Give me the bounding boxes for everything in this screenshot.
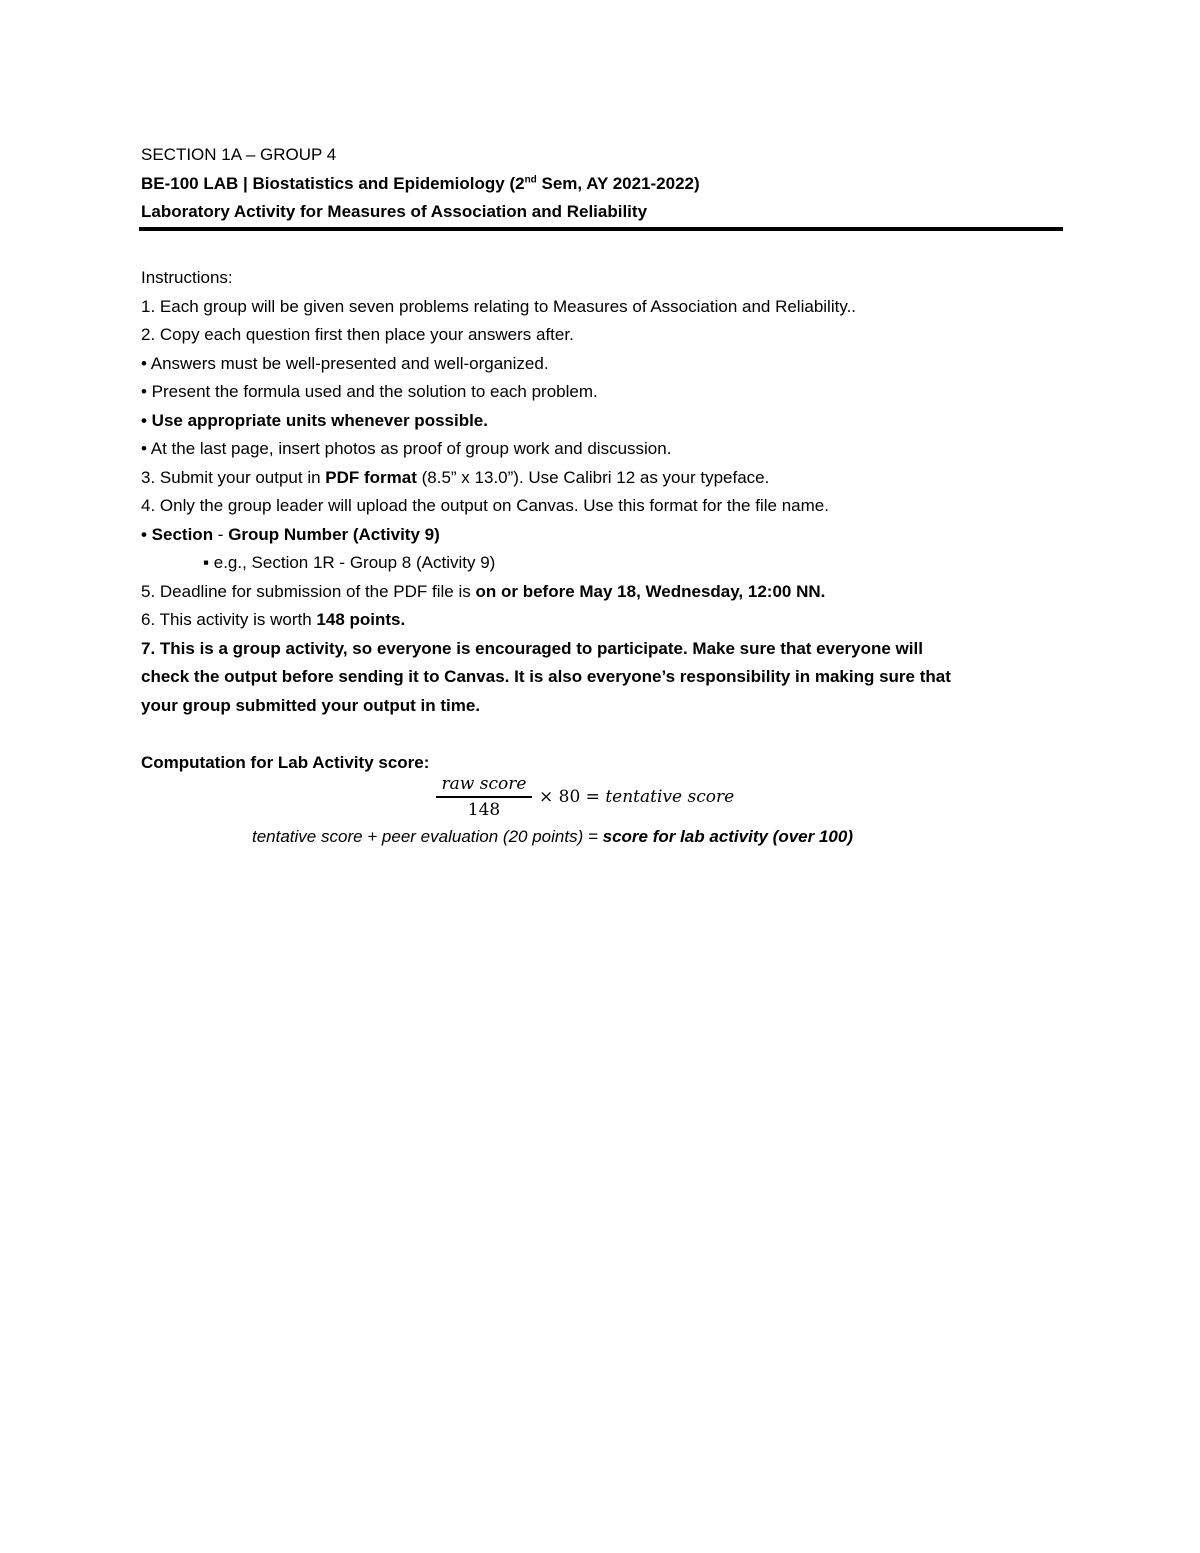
course-title-sup: nd — [524, 173, 537, 185]
paragraph-spacer — [141, 720, 1063, 749]
lab-score-terms: tentative score + peer evaluation (20 points) = — [252, 827, 603, 846]
fraction-bar — [436, 796, 532, 798]
lab-score-formula — [0, 823, 1105, 851]
instructions-heading: Instructions: — [141, 268, 233, 287]
item-3-rest: (8.5” x 13.0”). Use Calibri 12 as your typeface. — [416, 467, 770, 487]
formula-denominator: 148 — [467, 799, 501, 820]
instruction-item-2: 2. Copy each question first then place your answers after. — [141, 325, 574, 344]
item-6-text: 6. This activity is worth — [141, 610, 317, 629]
filename-group-number: Group Number (Activity 9) — [228, 524, 440, 544]
item-3-pdf-format: PDF format — [325, 467, 417, 487]
instruction-item-3 — [141, 464, 1063, 493]
course-title-main: BE-100 LAB | Biostatistics and Epidemiology (2 — [141, 173, 525, 193]
instruction-item-7-line-1: 7. This is a group activity, so everyone is encouraged to participate. Make sure that everyone will — [141, 638, 923, 658]
document-header — [141, 141, 1063, 227]
instruction-item-5 — [141, 578, 1063, 607]
instruction-item-4: 4. Only the group leader will upload the output on Canvas. Use this format for the file name. — [141, 496, 829, 515]
filename-dash: - — [213, 524, 229, 544]
formula-result: tentative score — [599, 787, 735, 807]
section-group-label: SECTION 1A – GROUP 4 — [141, 145, 337, 164]
item-6-points: 148 points. — [316, 610, 406, 629]
formula-right-side — [539, 787, 734, 807]
course-title-rest: Sem, AY 2021-2022) — [536, 173, 700, 193]
header-divider — [139, 227, 1063, 231]
instruction-sub-bullet-example: ▪ e.g., Section 1R - Group 8 (Activity 9) — [203, 553, 496, 572]
filename-section: • Section — [141, 524, 214, 544]
instruction-bullet-filename-format — [141, 521, 1063, 550]
lab-score-result: score for lab activity (over 100) — [602, 827, 853, 846]
instruction-bullet-well-presented: • Answers must be well-presented and well-organized. — [141, 353, 549, 373]
instruction-bullet-formula: • Present the formula used and the solution to each problem. — [141, 382, 598, 401]
instruction-item-6 — [141, 606, 1063, 635]
instruction-bullet-units: • Use appropriate units whenever possible. — [141, 410, 488, 430]
formula-fraction — [436, 773, 532, 821]
instructions-block — [141, 264, 1063, 777]
instruction-bullet-photos: • At the last page, insert photos as proof of group work and discussion. — [141, 439, 672, 458]
formula-numerator: raw score — [441, 774, 527, 794]
item-3-text: 3. Submit your output in — [141, 467, 326, 487]
formula-times-80: × 80 = — [539, 787, 600, 807]
activity-title: Laboratory Activity for Measures of Association and Reliability — [141, 202, 648, 221]
item-5-deadline: on or before May 18, Wednesday, 12:00 NN. — [475, 581, 826, 601]
instruction-item-1: 1. Each group will be given seven problems relating to Measures of Association and Reliability.. — [141, 296, 857, 316]
item-5-text: 5. Deadline for submission of the PDF file is — [141, 581, 476, 601]
instruction-item-7-line-2: check the output before sending it to Canvas. It is also everyone’s responsibility in making sure that — [141, 667, 951, 686]
instruction-item-7-line-3: your group submitted your output in time. — [141, 695, 481, 715]
score-formula — [436, 773, 776, 829]
course-title — [141, 170, 1063, 199]
computation-heading: Computation for Lab Activity score: — [141, 752, 430, 772]
